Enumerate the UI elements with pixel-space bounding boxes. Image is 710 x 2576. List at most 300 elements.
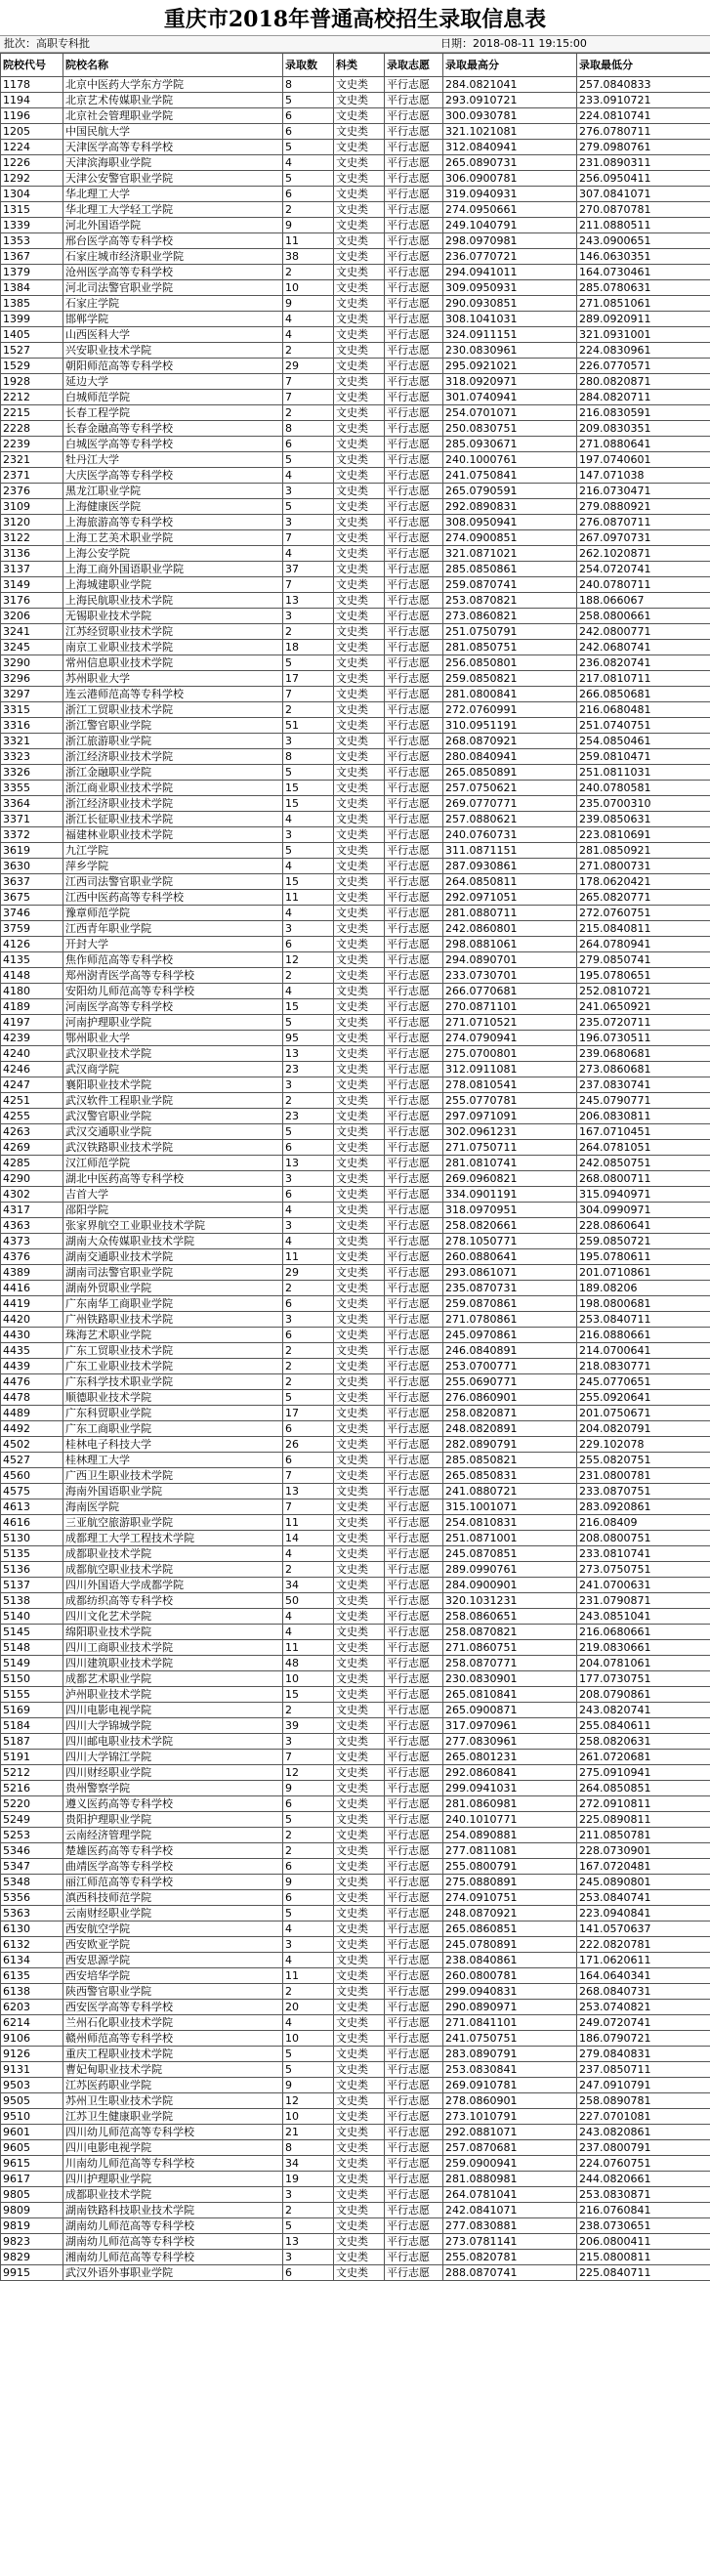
school-code-cell: 1928 [1,374,63,390]
admitted-count-cell: 51 [283,718,334,734]
subject-cell: 文史类 [334,359,385,374]
table-row [1,546,710,562]
admitted-count-cell: 6 [283,2265,334,2281]
min-score-cell: 222.0820781 [577,1937,710,1953]
subject-cell: 文史类 [334,187,385,202]
table-row [1,2156,710,2172]
school-name-cell: 襄阳职业技术学院 [63,1077,283,1093]
admitted-count-cell: 3 [283,1312,334,1328]
table-row [1,999,710,1015]
school-name-cell: 四川大学锦城学院 [63,1718,283,1734]
subject-cell: 文史类 [334,2187,385,2203]
subject-cell: 文史类 [334,1390,385,1406]
subject-cell: 文史类 [334,312,385,327]
admitted-count-cell: 5 [283,1812,334,1828]
preference-cell: 平行志愿 [385,1328,443,1343]
preference-cell: 平行志愿 [385,2140,443,2156]
school-name-cell: 四川电影电视学院 [63,2140,283,2156]
school-code-cell: 9829 [1,2250,63,2265]
admitted-count-cell: 12 [283,2093,334,2109]
table-row [1,1750,710,1765]
school-name-cell: 广东工商职业学院 [63,1421,283,1437]
subject-cell: 文史类 [334,999,385,1015]
school-code-cell: 4197 [1,1015,63,1031]
min-score-cell: 279.0840831 [577,2047,710,2062]
min-score-cell: 236.0820741 [577,655,710,671]
subject-cell: 文史类 [334,1781,385,1796]
subject-cell: 文史类 [334,1218,385,1234]
school-code-cell: 5216 [1,1781,63,1796]
school-code-cell: 5346 [1,1843,63,1859]
min-score-cell: 226.0770571 [577,359,710,374]
table-row [1,1124,710,1140]
preference-cell: 平行志愿 [385,421,443,437]
table-row [1,1562,710,1578]
preference-cell: 平行志愿 [385,1031,443,1046]
preference-cell: 平行志愿 [385,1265,443,1281]
admitted-count-cell: 2 [283,1359,334,1374]
subject-cell: 文史类 [334,937,385,952]
table-row [1,1781,710,1796]
admitted-count-cell: 5 [283,171,334,187]
school-code-cell: 4317 [1,1203,63,1218]
max-score-cell: 281.0880981 [443,2172,577,2187]
subject-cell: 文史类 [334,2172,385,2187]
school-name-cell: 天津公安警官职业学院 [63,171,283,187]
preference-cell: 平行志愿 [385,327,443,343]
table-row [1,952,710,968]
school-code-cell: 4126 [1,937,63,952]
preference-cell: 平行志愿 [385,671,443,687]
preference-cell: 平行志愿 [385,781,443,796]
header-cell: 科类 [334,54,385,77]
table-row [1,1437,710,1453]
admitted-count-cell: 7 [283,687,334,702]
school-code-cell: 1315 [1,202,63,218]
school-code-cell: 1353 [1,233,63,249]
table-row [1,155,710,171]
table-row [1,609,710,624]
min-score-cell: 270.0870781 [577,202,710,218]
table-row [1,1046,710,1062]
school-name-cell: 苏州卫生职业技术学院 [63,2093,283,2109]
school-name-cell: 浙江经济职业技术学院 [63,749,283,765]
admitted-count-cell: 5 [283,140,334,155]
subject-cell: 文史类 [334,1953,385,1968]
min-score-cell: 197.0740601 [577,452,710,468]
subject-cell: 文史类 [334,1531,385,1546]
preference-cell: 平行志愿 [385,1875,443,1890]
school-name-cell: 四川幼儿师范高等专科学校 [63,2125,283,2140]
min-score-cell: 268.0800711 [577,1171,710,1187]
preference-cell: 平行志愿 [385,827,443,843]
subject-cell: 文史类 [334,1906,385,1921]
min-score-cell: 231.0890311 [577,155,710,171]
subject-cell: 文史类 [334,1859,385,1875]
school-code-cell: 1292 [1,171,63,187]
school-name-cell: 浙江经济职业技术学院 [63,796,283,812]
preference-cell: 平行志愿 [385,1437,443,1453]
min-score-cell: 224.0830961 [577,343,710,359]
subject-cell: 文史类 [334,968,385,984]
max-score-cell: 260.0800781 [443,1968,577,1984]
admitted-count-cell: 2 [283,405,334,421]
min-score-cell: 216.08409 [577,1515,710,1531]
admitted-count-cell: 6 [283,187,334,202]
admitted-count-cell: 8 [283,2140,334,2156]
min-score-cell: 243.0900651 [577,233,710,249]
max-score-cell: 265.0850831 [443,1468,577,1484]
school-name-cell: 汉江师范学院 [63,1156,283,1171]
subject-cell: 文史类 [334,1109,385,1124]
preference-cell: 平行志愿 [385,1077,443,1093]
min-score-cell: 215.0800811 [577,2250,710,2265]
min-score-cell: 209.0830351 [577,421,710,437]
preference-cell: 平行志愿 [385,1203,443,1218]
max-score-cell: 242.0841071 [443,2203,577,2218]
admitted-count-cell: 6 [283,108,334,124]
max-score-cell: 288.0870741 [443,2265,577,2281]
admitted-count-cell: 38 [283,249,334,265]
min-score-cell: 198.0800681 [577,1296,710,1312]
min-score-cell: 146.0630351 [577,249,710,265]
school-name-cell: 湖南幼儿师范高等专科学校 [63,2218,283,2234]
preference-cell: 平行志愿 [385,1531,443,1546]
max-score-cell: 290.0890971 [443,2000,577,2015]
school-code-cell: 4290 [1,1171,63,1187]
min-score-cell: 233.0870751 [577,1484,710,1499]
table-row [1,2078,710,2093]
table-row [1,1374,710,1390]
school-name-cell: 贵阳护理职业学院 [63,1812,283,1828]
subject-cell: 文史类 [334,655,385,671]
min-score-cell: 307.0841071 [577,187,710,202]
school-code-cell: 3675 [1,890,63,906]
max-score-cell: 255.0800791 [443,1859,577,1875]
table-row [1,140,710,155]
school-code-cell: 3630 [1,859,63,874]
subject-cell: 文史类 [334,1374,385,1390]
admitted-count-cell: 11 [283,233,334,249]
school-code-cell: 1224 [1,140,63,155]
admitted-count-cell: 15 [283,999,334,1015]
school-name-cell: 浙江工贸职业技术学院 [63,702,283,718]
header-cell: 院校代号 [1,54,63,77]
school-name-cell: 江西司法警官职业学院 [63,874,283,890]
preference-cell: 平行志愿 [385,1343,443,1359]
school-name-cell: 广东科学技术职业学院 [63,1374,283,1390]
subject-cell: 文史类 [334,1015,385,1031]
admitted-count-cell: 6 [283,1328,334,1343]
max-score-cell: 292.0971051 [443,890,577,906]
max-score-cell: 230.0830901 [443,1671,577,1687]
admitted-count-cell: 9 [283,1781,334,1796]
school-name-cell: 武汉铁路职业技术学院 [63,1140,283,1156]
preference-cell: 平行志愿 [385,609,443,624]
min-score-cell: 177.0730751 [577,1671,710,1687]
min-score-cell: 195.0780611 [577,1249,710,1265]
min-score-cell: 233.0910721 [577,93,710,108]
max-score-cell: 269.0770771 [443,796,577,812]
school-code-cell: 9823 [1,2234,63,2250]
max-score-cell: 277.0811081 [443,1843,577,1859]
school-code-cell: 4373 [1,1234,63,1249]
subject-cell: 文史类 [334,265,385,280]
table-row [1,1406,710,1421]
max-score-cell: 260.0880641 [443,1249,577,1265]
subject-cell: 文史类 [334,93,385,108]
school-code-cell: 4255 [1,1109,63,1124]
school-code-cell: 5155 [1,1687,63,1703]
subject-cell: 文史类 [334,374,385,390]
min-score-cell: 141.0570637 [577,1921,710,1937]
table-row [1,202,710,218]
school-name-cell: 天津滨海职业学院 [63,155,283,171]
admitted-count-cell: 8 [283,749,334,765]
school-code-cell: 1339 [1,218,63,233]
school-name-cell: 广东南华工商职业学院 [63,1296,283,1312]
admitted-count-cell: 3 [283,827,334,843]
min-score-cell: 206.0800411 [577,2234,710,2250]
admitted-count-cell: 3 [283,1734,334,1750]
min-score-cell: 237.0850711 [577,2062,710,2078]
max-score-cell: 273.0860821 [443,609,577,624]
school-code-cell: 4247 [1,1077,63,1093]
max-score-cell: 257.0880621 [443,812,577,827]
max-score-cell: 256.0850801 [443,655,577,671]
table-row [1,1218,710,1234]
preference-cell: 平行志愿 [385,1187,443,1203]
preference-cell: 平行志愿 [385,577,443,593]
preference-cell: 平行志愿 [385,2093,443,2109]
header-cell: 录取数 [283,54,334,77]
max-score-cell: 254.0890881 [443,1828,577,1843]
table-row [1,1109,710,1124]
admitted-count-cell: 10 [283,1671,334,1687]
max-score-cell: 258.0870771 [443,1656,577,1671]
table-row [1,859,710,874]
max-score-cell: 290.0930851 [443,296,577,312]
admitted-count-cell: 10 [283,2031,334,2047]
admitted-count-cell: 5 [283,843,334,859]
preference-cell: 平行志愿 [385,1968,443,1984]
school-name-cell: 豫章师范学院 [63,906,283,921]
school-code-cell: 4439 [1,1359,63,1374]
max-score-cell: 298.0970981 [443,233,577,249]
admitted-count-cell: 23 [283,1109,334,1124]
max-score-cell: 238.0840861 [443,1953,577,1968]
school-name-cell: 贵州警察学院 [63,1781,283,1796]
school-code-cell: 5220 [1,1796,63,1812]
min-score-cell: 239.0850631 [577,812,710,827]
subject-cell: 文史类 [334,546,385,562]
preference-cell: 平行志愿 [385,1140,443,1156]
subject-cell: 文史类 [334,1625,385,1640]
min-score-cell: 255.0820751 [577,1453,710,1468]
table-row [1,1234,710,1249]
subject-cell: 文史类 [334,2031,385,2047]
min-score-cell: 259.0850721 [577,1234,710,1249]
table-row [1,77,710,93]
preference-cell: 平行志愿 [385,1796,443,1812]
max-score-cell: 240.1000761 [443,452,577,468]
table-row [1,1328,710,1343]
school-code-cell: 5191 [1,1750,63,1765]
max-score-cell: 292.0860841 [443,1765,577,1781]
admitted-count-cell: 5 [283,1124,334,1140]
max-score-cell: 272.0760991 [443,702,577,718]
preference-cell: 平行志愿 [385,2031,443,2047]
preference-cell: 平行志愿 [385,1750,443,1765]
table-row [1,280,710,296]
min-score-cell: 271.0851061 [577,296,710,312]
admitted-count-cell: 50 [283,1593,334,1609]
admitted-count-cell: 11 [283,1249,334,1265]
max-score-cell: 273.0781141 [443,2234,577,2250]
preference-cell: 平行志愿 [385,1218,443,1234]
subject-cell: 文史类 [334,468,385,484]
admitted-count-cell: 4 [283,1921,334,1937]
school-name-cell: 川南幼儿师范高等专科学校 [63,2156,283,2172]
subject-cell: 文史类 [334,1937,385,1953]
min-score-cell: 283.0920861 [577,1499,710,1515]
subject-cell: 文史类 [334,1562,385,1578]
subject-cell: 文史类 [334,2078,385,2093]
table-row [1,593,710,609]
school-code-cell: 9510 [1,2109,63,2125]
table-row [1,1765,710,1781]
max-score-cell: 245.0780891 [443,1937,577,1953]
min-score-cell: 271.0880641 [577,437,710,452]
max-score-cell: 258.0820661 [443,1218,577,1234]
school-code-cell: 1194 [1,93,63,108]
school-name-cell: 西安培华学院 [63,1968,283,1984]
school-code-cell: 4478 [1,1390,63,1406]
admitted-count-cell: 17 [283,671,334,687]
max-score-cell: 240.0760731 [443,827,577,843]
subject-cell: 文史类 [334,1875,385,1890]
subject-cell: 文史类 [334,2109,385,2125]
table-row [1,1578,710,1593]
min-score-cell: 217.0810711 [577,671,710,687]
max-score-cell: 317.0970961 [443,1718,577,1734]
table-row [1,984,710,999]
subject-cell: 文史类 [334,140,385,155]
min-score-cell: 196.0730511 [577,1031,710,1046]
school-code-cell: 5145 [1,1625,63,1640]
table-row [1,1656,710,1671]
school-code-cell: 5184 [1,1718,63,1734]
admitted-count-cell: 37 [283,562,334,577]
school-code-cell: 4430 [1,1328,63,1343]
table-row [1,452,710,468]
preference-cell: 平行志愿 [385,2015,443,2031]
school-name-cell: 九江学院 [63,843,283,859]
preference-cell: 平行志愿 [385,249,443,265]
school-name-cell: 武汉交通职业学院 [63,1124,283,1140]
table-row [1,1312,710,1328]
table-row [1,1515,710,1531]
max-score-cell: 285.0850821 [443,1453,577,1468]
table-row [1,108,710,124]
max-score-cell: 293.0861071 [443,1265,577,1281]
table-row [1,2203,710,2218]
table-row [1,1390,710,1406]
admitted-count-cell: 5 [283,765,334,781]
header-cell: 院校名称 [63,54,283,77]
min-score-cell: 254.0850461 [577,734,710,749]
school-name-cell: 楚雄医药高等专科学校 [63,1843,283,1859]
subject-cell: 文史类 [334,1843,385,1859]
preference-cell: 平行志愿 [385,874,443,890]
max-score-cell: 311.0871151 [443,843,577,859]
subject-cell: 文史类 [334,796,385,812]
subject-cell: 文史类 [334,562,385,577]
school-code-cell: 6214 [1,2015,63,2031]
table-row [1,2265,710,2281]
preference-cell: 平行志愿 [385,1046,443,1062]
min-score-cell: 227.0701081 [577,2109,710,2125]
preference-cell: 平行志愿 [385,2250,443,2265]
preference-cell: 平行志愿 [385,1671,443,1687]
school-name-cell: 北京中医药大学东方学院 [63,77,283,93]
admitted-count-cell: 8 [283,421,334,437]
min-score-cell: 258.0890781 [577,2093,710,2109]
max-score-cell: 254.0810831 [443,1515,577,1531]
school-name-cell: 连云港师范高等专科学校 [63,687,283,702]
admitted-count-cell: 4 [283,984,334,999]
table-row [1,1984,710,2000]
school-name-cell: 武汉警官职业学院 [63,1109,283,1124]
preference-cell: 平行志愿 [385,952,443,968]
preference-cell: 平行志愿 [385,999,443,1015]
preference-cell: 平行志愿 [385,2109,443,2125]
max-score-cell: 289.0990761 [443,1562,577,1578]
table-row [1,2000,710,2015]
table-row [1,1687,710,1703]
school-name-cell: 上海城建职业学院 [63,577,283,593]
preference-cell: 平行志愿 [385,702,443,718]
max-score-cell: 274.0790941 [443,1031,577,1046]
admitted-count-cell: 17 [283,1406,334,1421]
max-score-cell: 241.0880721 [443,1484,577,1499]
table-row [1,2109,710,2125]
preference-cell: 平行志愿 [385,1859,443,1875]
max-score-cell: 271.0750711 [443,1140,577,1156]
table-row [1,1265,710,1281]
max-score-cell: 273.1010791 [443,2109,577,2125]
info-bar [0,35,710,53]
preference-cell: 平行志愿 [385,1515,443,1531]
min-score-cell: 271.0800731 [577,859,710,874]
school-name-cell: 广东科贸职业学院 [63,1406,283,1421]
preference-cell: 平行志愿 [385,812,443,827]
preference-cell: 平行志愿 [385,1390,443,1406]
admitted-count-cell: 6 [283,124,334,140]
school-name-cell: 河南护理职业学院 [63,1015,283,1031]
school-code-cell: 9601 [1,2125,63,2140]
school-name-cell: 上海工艺美术职业学院 [63,530,283,546]
subject-cell: 文史类 [334,734,385,749]
admitted-count-cell: 6 [283,1890,334,1906]
min-score-cell: 147.071038 [577,468,710,484]
school-name-cell: 四川护理职业学院 [63,2172,283,2187]
admitted-count-cell: 4 [283,1609,334,1625]
admitted-count-cell: 7 [283,1468,334,1484]
admitted-count-cell: 3 [283,1171,334,1187]
subject-cell: 文史类 [334,671,385,687]
preference-cell: 平行志愿 [385,296,443,312]
